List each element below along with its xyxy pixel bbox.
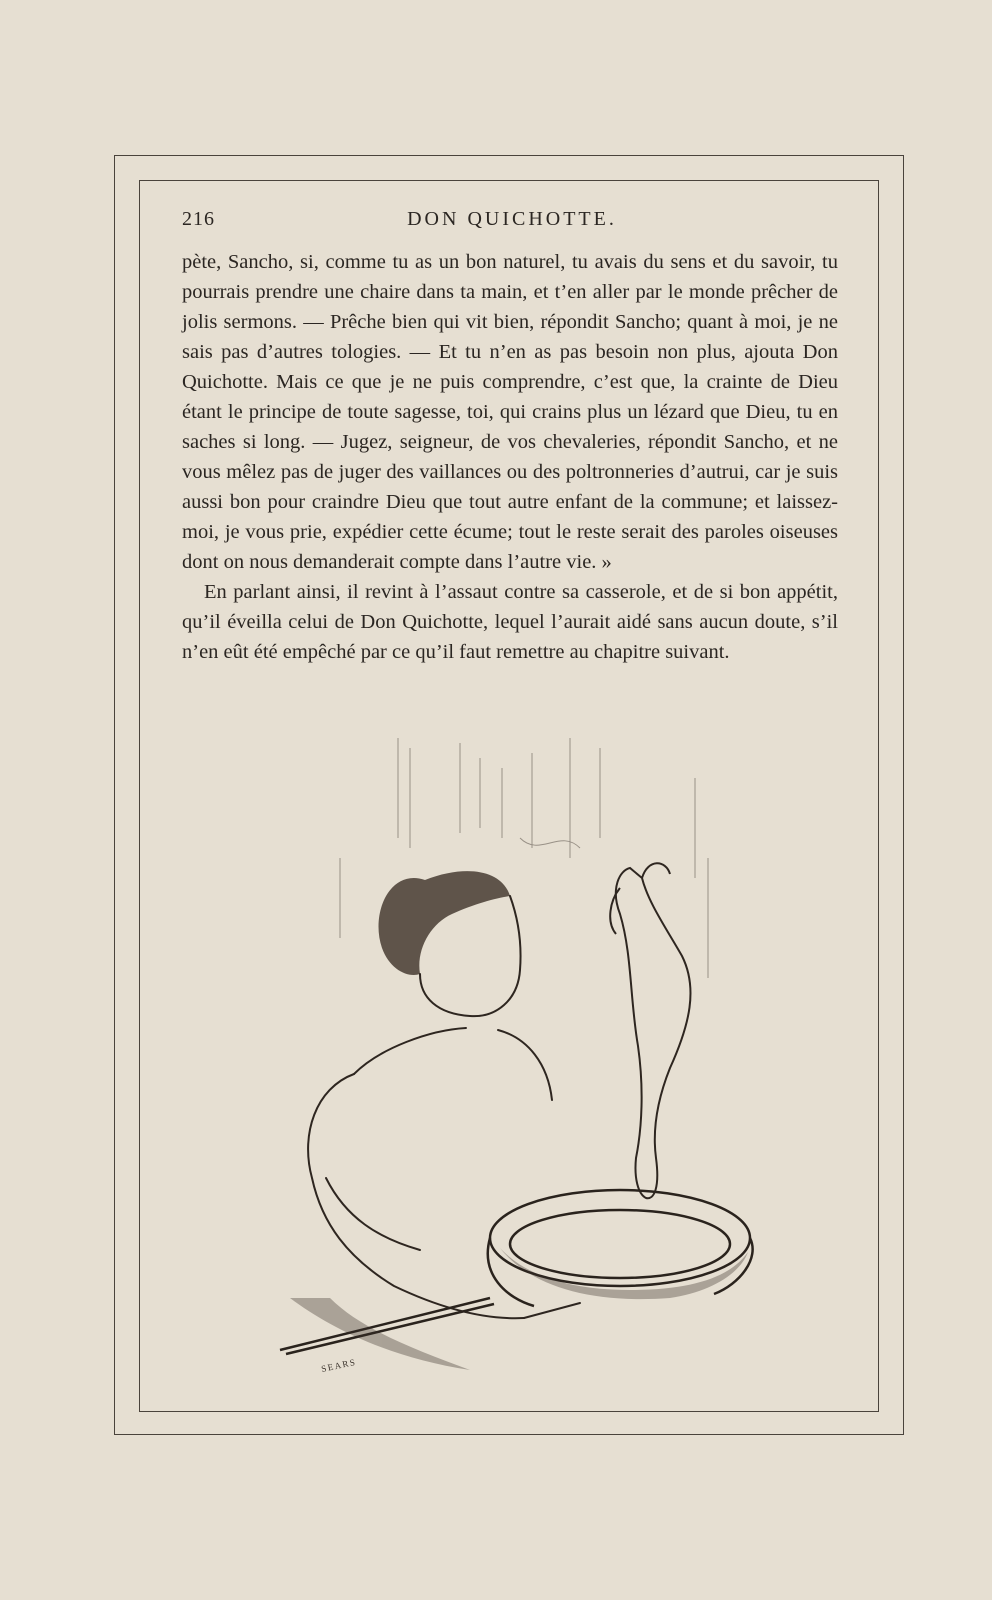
paragraph-continued: pète, Sancho, si, comme tu as un bon naturel, tu avais du sens et du savoir, tu pourrais prendre une chaire dans ta main, et t’en aller par le monde prêcher de jolis sermons. — Prêche bien qui vit bien, répondit Sancho; quant à moi, je ne sais pas d’autres tologies. — Et tu n’en as pas besoin non plus, ajouta Don Quichotte. Mais ce que je ne puis comprendre, c’est que, la crainte de Dieu étant le principe de toute sagesse, toi, qui crains plus un lézard que Dieu, tu en saches si long. — Jugez, seigneur, de vos chevaleries, répondit Sancho, et ne vous mêlez pas de juger des vaillances ou des poltronneries d’autrui, car je suis aussi bon pour craindre Dieu que tout autre enfant de la commune; et laissez-moi, je vous prie, expédier cette écume; tout le reste serait des paroles oiseuses dont on nous demanderait compte dans l’autre vie. » <box>182 251 838 573</box>
running-title: DON QUICHOTTE. <box>407 208 617 230</box>
paragraph-assault: En parlant ainsi, il revint à l’assaut contre sa casserole, et de si bon appétit, qu’il éveilla celui de Don Quichotte, lequel l’aurait aidé sans aucun doute, s’il n’en eût été empêché par ce qu’il faut remettre au chapitre suivant. <box>182 581 838 663</box>
running-head <box>182 208 842 238</box>
engraver-signature: SEARS <box>320 1356 358 1374</box>
page-number: 216 <box>182 208 215 230</box>
engraving-sancho-with-fowl <box>270 738 770 1388</box>
body-text <box>182 247 838 667</box>
